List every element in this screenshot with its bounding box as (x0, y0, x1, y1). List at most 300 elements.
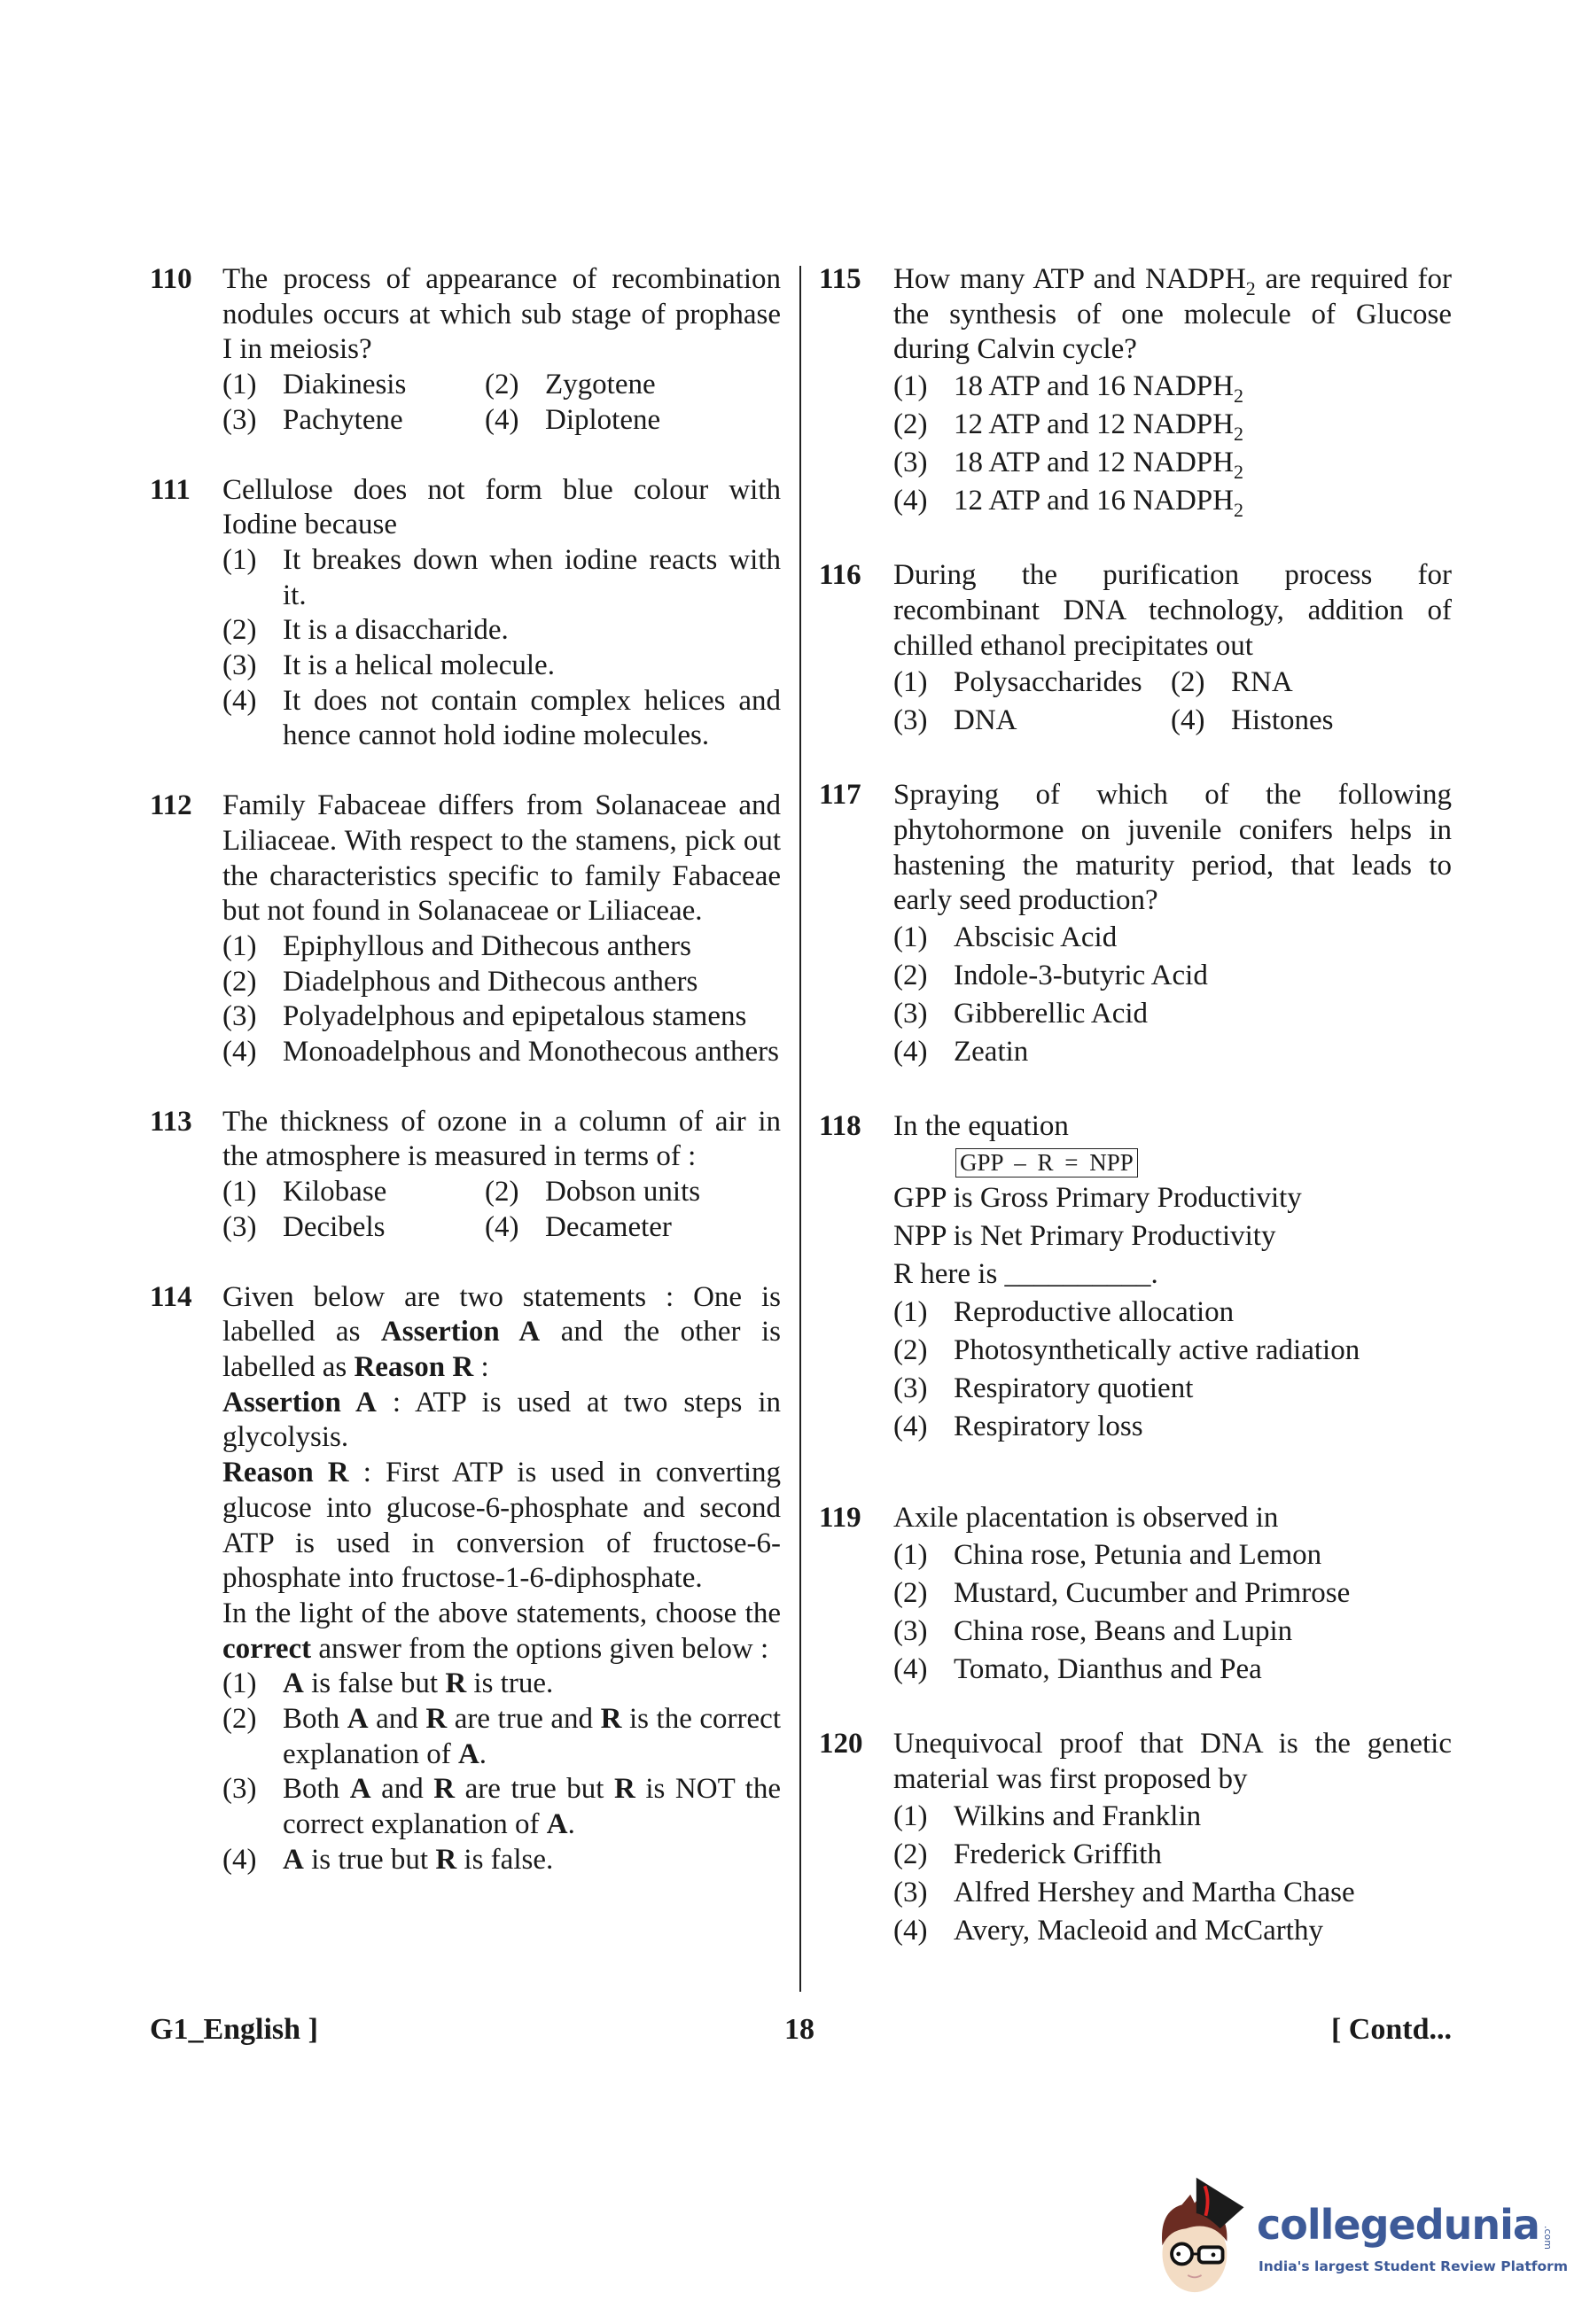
stem-paragraph (222, 1456, 781, 1597)
question-stem (893, 1109, 1452, 1145)
text-segment: It does not contain complex helices and hence cannot hold iodine molecules. (283, 684, 781, 752)
text-segment: is false but (303, 1667, 446, 1700)
option-label: (3) (222, 1000, 257, 1033)
question-number: 110 (150, 263, 192, 295)
question-118 (819, 1109, 1452, 1446)
question-body (222, 262, 781, 439)
option-label: (1) (222, 543, 257, 576)
option-label: (4) (893, 485, 928, 517)
text-segment: Kilobase (283, 1176, 387, 1209)
option-label: (3) (222, 1773, 257, 1806)
question-number: 120 (819, 1728, 863, 1760)
text-segment: Avery, Macleoid and McCarthy (954, 1914, 1323, 1947)
option-1[interactable] (893, 919, 1452, 957)
option-text (954, 1912, 1452, 1950)
options-list (222, 543, 781, 754)
question-115 (819, 262, 1452, 520)
option-text (954, 444, 1452, 482)
question-number: 111 (150, 473, 191, 506)
option-label: (1) (222, 1176, 257, 1209)
option-4[interactable] (893, 1033, 1452, 1071)
question-body (893, 558, 1452, 740)
option-text (954, 1033, 1452, 1071)
text-segment: 18 ATP and 12 NADPH (954, 447, 1234, 479)
subscript: 2 (1233, 499, 1243, 522)
question-119 (819, 1501, 1452, 1689)
option-1[interactable] (222, 543, 781, 613)
stem-paragraph (222, 473, 781, 543)
text-segment: Cellulose does not form blue colour with Iodine because (222, 473, 781, 541)
question-110 (150, 262, 781, 439)
question-stem (893, 1501, 1452, 1536)
text-segment: Respiratory quotient (954, 1372, 1194, 1405)
option-4[interactable] (893, 1408, 1452, 1446)
bold-text: A (546, 1808, 568, 1841)
option-text (283, 1702, 781, 1772)
options-list (893, 1536, 1452, 1689)
option-2[interactable] (893, 957, 1452, 995)
question-body (893, 262, 1452, 520)
text-segment: Zygotene (545, 369, 656, 401)
bold-text: A (347, 1703, 369, 1736)
text-segment: Decameter (545, 1210, 672, 1243)
option-label: (1) (893, 666, 928, 699)
option-1[interactable] (893, 664, 1171, 702)
option-2[interactable] (893, 1574, 1452, 1613)
column-divider (799, 266, 801, 1992)
options-list (893, 368, 1452, 520)
text-segment: 18 ATP and 16 NADPH (954, 370, 1234, 403)
stem-paragraph (893, 1109, 1452, 1145)
option-3[interactable] (222, 1772, 781, 1842)
option-text (283, 999, 781, 1035)
option-1[interactable] (893, 1294, 1452, 1332)
option-2[interactable] (893, 1332, 1452, 1370)
option-label: (1) (893, 1799, 928, 1832)
option-label: (3) (893, 447, 928, 479)
text-segment: It is a disaccharide. (283, 614, 509, 647)
text-segment: Frederick Griffith (954, 1838, 1162, 1870)
option-text (283, 965, 781, 1000)
bold-text: Assertion A (380, 1316, 541, 1349)
option-4[interactable] (893, 482, 1452, 520)
subscript: 2 (1233, 461, 1243, 484)
stem-paragraph (222, 789, 781, 929)
option-text (954, 1798, 1452, 1836)
bold-text: R (433, 1773, 456, 1806)
student-mascot-icon (1152, 2166, 1254, 2299)
option-text (954, 1651, 1452, 1689)
option-text (1231, 664, 1452, 702)
text-segment: are required for the synthesis of one molecule of Glucose during Calvin cycle? (893, 263, 1453, 366)
option-label: (2) (222, 614, 257, 647)
option-1[interactable] (222, 1175, 485, 1210)
option-label: (3) (893, 1372, 928, 1405)
option-text (283, 929, 781, 965)
option-label: (3) (222, 649, 257, 682)
text-segment: Dobson units (545, 1176, 701, 1209)
equation-box: GPP – R = NPP (955, 1148, 1138, 1178)
options-list (893, 1294, 1452, 1446)
option-label: (4) (222, 684, 257, 717)
bold-text: Reason R (222, 1457, 349, 1489)
option-2[interactable] (222, 1702, 781, 1772)
option-2[interactable] (222, 613, 781, 649)
text-segment: China rose, Beans and Lupin (954, 1615, 1293, 1648)
stem-paragraph (893, 1727, 1452, 1797)
option-text (283, 1772, 781, 1842)
definition-line: GPP is Gross Primary Productivity (893, 1182, 1302, 1215)
text-segment: answer from the options given below : (311, 1632, 769, 1665)
option-label: (2) (893, 1334, 928, 1367)
option-4[interactable] (222, 684, 781, 754)
definitions (893, 1179, 1452, 1294)
text-segment: Monoadelphous and Monothecous anthers (283, 1036, 779, 1069)
question-number: 113 (150, 1105, 192, 1138)
question-stem (893, 262, 1452, 368)
option-text (283, 403, 485, 439)
stem-paragraph (222, 1105, 781, 1175)
option-text (954, 406, 1452, 444)
option-3[interactable] (893, 444, 1452, 482)
subscript: 2 (1245, 277, 1256, 299)
text-segment: China rose, Petunia and Lemon (954, 1539, 1322, 1572)
option-text (954, 1574, 1452, 1613)
text-segment: Given below are two statements : One is labelled as (222, 1280, 781, 1349)
option-3[interactable] (893, 1370, 1452, 1408)
option-label: (2) (893, 960, 928, 992)
bold-text: correct (222, 1632, 312, 1665)
footer-paper-code: G1_English ] (150, 2013, 318, 2046)
option-1[interactable] (222, 1667, 781, 1702)
option-4[interactable] (1171, 702, 1452, 740)
question-body (222, 789, 781, 1070)
option-label: (3) (893, 704, 928, 737)
text-segment: Reproductive allocation (954, 1296, 1235, 1329)
text-segment: Wilkins and Franklin (954, 1799, 1202, 1832)
bold-text: R (435, 1843, 457, 1876)
text-segment: is NOT the correct explanation of (283, 1773, 781, 1841)
question-120 (819, 1727, 1452, 1949)
stem-paragraph (222, 262, 781, 368)
option-text (954, 1294, 1452, 1332)
text-segment: : ATP is used at two steps in glycolysis. (222, 1386, 781, 1454)
option-text (954, 1408, 1452, 1446)
question-number: 119 (819, 1502, 861, 1535)
option-4[interactable] (485, 1210, 781, 1246)
definition-line: R here is __________. (893, 1258, 1158, 1291)
option-1[interactable] (893, 1536, 1452, 1574)
subscript: 2 (1233, 423, 1243, 446)
text-segment: In the light of the above statements, choose the (222, 1597, 781, 1629)
option-4[interactable] (222, 1843, 781, 1878)
option-4[interactable] (222, 1035, 781, 1070)
text-segment: Gibberellic Acid (954, 998, 1149, 1030)
option-1[interactable] (893, 368, 1452, 406)
option-text (954, 1613, 1452, 1651)
options-list (893, 1798, 1452, 1950)
text-segment: is true but (303, 1843, 436, 1876)
text-segment: : (473, 1350, 489, 1383)
question-body (893, 778, 1452, 1071)
text-segment: Polyadelphous and epipetalous stamens (283, 1000, 747, 1033)
option-text (954, 1874, 1452, 1912)
option-3[interactable] (222, 1210, 485, 1246)
option-label: (1) (893, 370, 928, 403)
bold-text: A (349, 1773, 371, 1806)
option-label: (1) (893, 1539, 928, 1572)
option-label: (3) (222, 1210, 257, 1243)
stem-paragraph (222, 1280, 781, 1386)
option-label: (4) (222, 1036, 257, 1069)
text-segment: are true and (447, 1703, 601, 1736)
option-2[interactable] (893, 1836, 1452, 1874)
text-segment: During the purification process for recombinant DNA technology, addition of chilled ethanol precipitates out (893, 559, 1452, 662)
option-text (283, 1035, 781, 1070)
option-3[interactable] (893, 1874, 1452, 1912)
question-117 (819, 778, 1452, 1071)
option-3[interactable] (222, 403, 485, 439)
option-3[interactable] (893, 1613, 1452, 1651)
options-list (222, 1175, 781, 1245)
stem-paragraph (222, 1386, 781, 1456)
text-segment: and (370, 1773, 434, 1806)
bold-text: R (445, 1667, 467, 1700)
question-body (893, 1501, 1452, 1689)
option-text (954, 1332, 1452, 1370)
option-3[interactable] (893, 702, 1171, 740)
option-2[interactable] (485, 1175, 781, 1210)
option-label: (2) (485, 1176, 519, 1209)
text-segment: Spraying of which of the following phytohormone on juvenile conifers helps in hastening the maturity period, that leads to early seed production? (893, 779, 1452, 917)
text-segment: It is a helical molecule. (283, 649, 555, 682)
text-segment: Family Fabaceae differs from Solanaceae and Liliaceae. With respect to the stamens, pick out the characteristics specific to family Fabaceae but not found in Solanaceae or Liliaceae. (222, 789, 781, 928)
text-segment: Decibels (283, 1210, 386, 1243)
option-3[interactable] (222, 999, 781, 1035)
logo-suffix: .com (1541, 2226, 1554, 2250)
logo-wordmark-line (1257, 2200, 1553, 2250)
question-body (222, 1105, 781, 1246)
subscript: 2 (1233, 385, 1243, 408)
text-segment: are true but (455, 1773, 615, 1806)
text-segment: In the equation (893, 1110, 1069, 1143)
question-number: 115 (819, 263, 861, 295)
option-4[interactable] (893, 1912, 1452, 1950)
option-text (954, 1370, 1452, 1408)
text-segment: 12 ATP and 12 NADPH (954, 408, 1234, 441)
option-text (545, 403, 781, 439)
text-segment: The process of appearance of recombination nodules occurs at which sub stage of prophase I in meiosis? (222, 263, 781, 366)
option-text (545, 1175, 781, 1210)
option-text (545, 1210, 781, 1246)
question-number: 117 (819, 779, 861, 812)
option-label: (2) (1171, 666, 1205, 699)
bold-text: R (614, 1773, 635, 1806)
option-label: (2) (893, 408, 928, 441)
question-number: 114 (150, 1280, 192, 1313)
option-1[interactable] (222, 368, 485, 403)
option-text (954, 664, 1171, 702)
option-label: (2) (222, 1703, 257, 1736)
option-label: (3) (893, 1615, 928, 1648)
option-2[interactable] (485, 368, 781, 403)
text-segment: Both (283, 1703, 347, 1736)
option-text (283, 543, 781, 613)
question-stem (222, 1280, 781, 1667)
stem-paragraph (893, 1501, 1452, 1536)
option-label: (2) (222, 965, 257, 998)
text-segment: Unequivocal proof that DNA is the genetic material was first proposed by (893, 1728, 1452, 1795)
bold-text: Assertion A (222, 1386, 377, 1418)
question-116 (819, 558, 1452, 740)
question-112 (150, 789, 781, 1070)
text-segment: Abscisic Acid (954, 921, 1118, 954)
text-segment: 12 ATP and 16 NADPH (954, 485, 1234, 517)
option-label: (4) (893, 1914, 928, 1947)
question-stem (222, 789, 781, 929)
question-114 (150, 1280, 781, 1878)
question-body (893, 1109, 1452, 1446)
stem-paragraph (222, 1597, 781, 1667)
question-stem (893, 778, 1452, 919)
stem-paragraph (893, 558, 1452, 664)
footer-page-number: 18 (784, 2013, 814, 2046)
text-segment: and the other is labelled as (222, 1316, 781, 1383)
text-segment: Both (283, 1773, 350, 1806)
option-label: (3) (893, 998, 928, 1030)
bold-text: A (283, 1667, 304, 1700)
definition-line: NPP is Net Primary Productivity (893, 1220, 1276, 1253)
option-label: (4) (485, 403, 519, 436)
option-text (283, 368, 485, 403)
text-segment: and (368, 1703, 426, 1736)
text-segment: Zeatin (954, 1036, 1029, 1069)
option-text (954, 919, 1452, 957)
option-text (283, 1210, 485, 1246)
text-segment: Diadelphous and Dithecous anthers (283, 965, 698, 998)
option-text (283, 1843, 781, 1878)
footer-continued: [ Contd... (1330, 2013, 1452, 2046)
collegedunia-logo (1152, 2166, 1578, 2299)
text-segment: Tomato, Dianthus and Pea (954, 1653, 1262, 1686)
option-label: (4) (893, 1036, 928, 1069)
option-1[interactable] (222, 929, 781, 965)
option-label: (1) (893, 921, 928, 954)
option-label: (4) (893, 1653, 928, 1686)
right-column (819, 262, 1452, 1988)
option-2[interactable] (1171, 664, 1452, 702)
text-segment: DNA (954, 704, 1017, 737)
text-segment: Respiratory loss (954, 1411, 1143, 1443)
bold-text: R (600, 1703, 622, 1736)
question-stem (893, 1727, 1452, 1797)
logo-wordmark: collegedunia (1257, 2201, 1539, 2249)
text-segment: Histones (1231, 704, 1334, 737)
text-segment: Mustard, Cucumber and Primrose (954, 1577, 1351, 1610)
text-segment: . (479, 1737, 487, 1770)
text-segment: Indole-3-butyric Acid (954, 960, 1208, 992)
text-segment: Axile placentation is observed in (893, 1502, 1279, 1535)
option-4[interactable] (485, 403, 781, 439)
option-text (954, 368, 1452, 406)
option-text (283, 684, 781, 754)
option-label: (1) (222, 369, 257, 401)
option-3[interactable] (222, 649, 781, 684)
logo-tagline: India's largest Student Review Platform (1259, 2258, 1568, 2274)
options-list (222, 368, 781, 438)
text-segment: is the correct explanation of (283, 1703, 781, 1770)
text-segment: Diakinesis (283, 369, 407, 401)
option-label: (2) (485, 369, 519, 401)
text-segment: : First ATP is used in converting glucose into glucose-6-phosphate and second ATP is used in conversion of fructose-6-phosphate into fructose-1-6-diphosphate. (222, 1457, 781, 1595)
bold-text: A (283, 1843, 304, 1876)
option-label: (1) (893, 1296, 928, 1329)
text-segment: . (567, 1808, 575, 1841)
question-number: 112 (150, 789, 192, 822)
option-text (954, 995, 1452, 1033)
option-label: (3) (222, 403, 257, 436)
option-text (283, 649, 781, 684)
text-segment: Photosynthetically active radiation (954, 1334, 1360, 1367)
stem-paragraph (893, 778, 1452, 919)
option-text (954, 482, 1452, 520)
stem-paragraph (893, 262, 1452, 368)
bold-text: A (457, 1737, 479, 1770)
question-stem (893, 558, 1452, 664)
options-list (222, 929, 781, 1070)
text-segment: Pachytene (283, 403, 403, 436)
options-list (222, 1667, 781, 1877)
options-list (893, 664, 1452, 740)
text-segment: is true. (466, 1667, 554, 1700)
option-4[interactable] (893, 1651, 1452, 1689)
text-segment: Epiphyllous and Dithecous anthers (283, 929, 692, 962)
bold-text: R (425, 1703, 448, 1736)
bold-text: Reason R (354, 1350, 474, 1383)
text-segment: is false. (456, 1843, 554, 1876)
question-body (893, 1727, 1452, 1949)
option-3[interactable] (893, 995, 1452, 1033)
left-column (150, 262, 781, 1913)
option-2[interactable] (222, 965, 781, 1000)
question-body (222, 1280, 781, 1878)
options-list (893, 919, 1452, 1071)
option-label: (4) (485, 1210, 519, 1243)
option-label: (1) (222, 929, 257, 962)
question-stem (222, 473, 781, 543)
text-segment: Polysaccharides (954, 666, 1142, 699)
text-segment: Alfred Hershey and Martha Chase (954, 1876, 1355, 1908)
option-label: (4) (1171, 704, 1205, 737)
question-body (222, 473, 781, 755)
question-113 (150, 1105, 781, 1246)
question-111 (150, 473, 781, 755)
text-segment: How many ATP and NADPH (893, 263, 1246, 295)
option-label: (2) (893, 1577, 928, 1610)
option-label: (4) (222, 1843, 257, 1876)
question-stem (222, 1105, 781, 1175)
question-stem (222, 262, 781, 368)
option-text (283, 1667, 781, 1702)
option-label: (3) (893, 1876, 928, 1908)
option-text (283, 613, 781, 649)
text-segment: The thickness of ozone in a column of air in the atmosphere is measured in terms of : (222, 1105, 781, 1173)
option-text (954, 957, 1452, 995)
option-label: (4) (893, 1411, 928, 1443)
option-2[interactable] (893, 406, 1452, 444)
option-1[interactable] (893, 1798, 1452, 1836)
option-text (954, 1836, 1452, 1874)
